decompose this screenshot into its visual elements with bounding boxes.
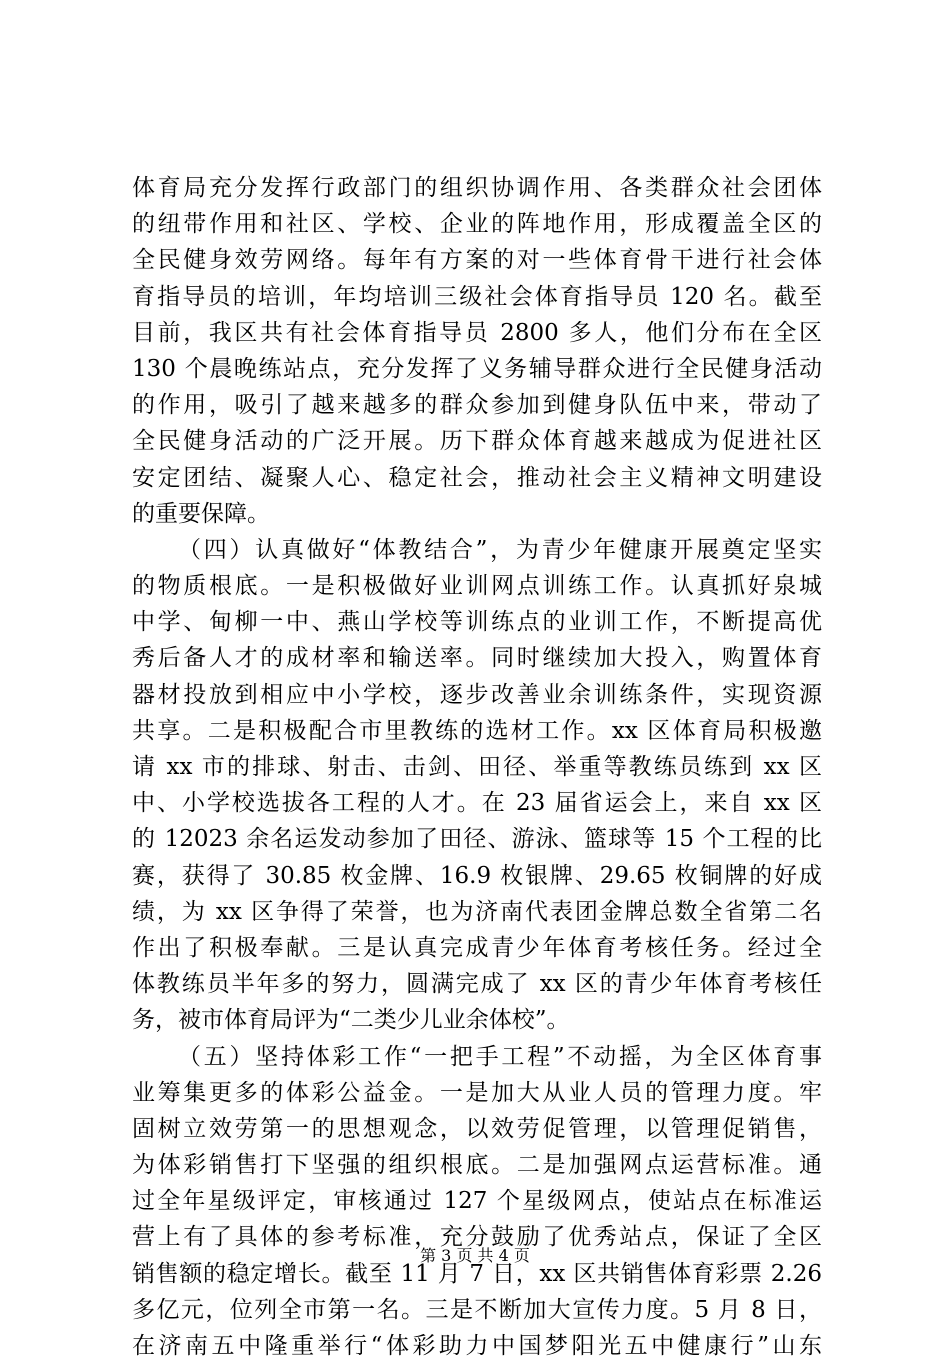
- text-line: 全民健身效劳网络。每年有方案的对一些体育骨干进行社会体: [132, 247, 822, 274]
- section-heading-line: （五）坚持体彩工作“一把手工程”不动摇，为全区体育事: [178, 1043, 822, 1070]
- text-line: 的重要保障。: [132, 500, 270, 527]
- text-line: 的物质根底。一是积极做好业训网点训练工作。认真抓好泉城: [132, 573, 822, 600]
- document-body: [132, 170, 822, 1364]
- text-line: 全民健身活动的广泛开展。历下群众体育越来越成为促进社区: [132, 428, 822, 455]
- text-line: 体育局充分发挥行政部门的组织协调作用、各类群众社会团体: [132, 175, 822, 201]
- text-line: 业筹集更多的体彩公益金。一是加大从业人员的管理力度。牢: [132, 1079, 822, 1106]
- text-line: 赛，获得了 30.85 枚金牌、16.9 枚银牌、29.65 枚铜牌的好成: [132, 862, 822, 889]
- text-line: 请 xx 市的排球、射击、击剑、田径、举重等教练员练到 xx 区: [132, 754, 822, 780]
- text-line: 秀后备人才的成材率和输送率。同时继续加大投入，购置体育: [132, 645, 822, 672]
- text-line: 过全年星级评定，审核通过 127 个星级网点，使站点在标准运: [132, 1188, 822, 1215]
- text-line: 目前，我区共有社会体育指导员 2800 多人，他们分布在全区: [132, 319, 822, 346]
- text-line: 体教练员半年多的努力，圆满完成了 xx 区的青少年体育考核任: [132, 971, 822, 998]
- text-line: 作出了积极奉献。三是认真完成青少年体育考核任务。经过全: [132, 934, 822, 961]
- text-line: 在济南五中隆重举行“体彩助力中国梦阳光五中健康行”山东: [132, 1333, 822, 1359]
- page-footer: [0, 1244, 950, 1268]
- text-line: 130 个晨晚练站点，充分发挥了义务辅导群众进行全民健身活动: [132, 355, 822, 382]
- text-line: 务，被市体育局评为“二类少儿业余体校”。: [132, 1007, 570, 1034]
- text-line: 销售额的稳定增长。截至 11 月 7 日，xx 区共销售体育彩票 2.26: [132, 1260, 822, 1287]
- text-line: 安定团结、凝聚人心、稳定社会，推动社会主义精神文明建设: [132, 464, 822, 491]
- text-line: 共享。二是积极配合市里教练的选材工作。xx 区体育局积极邀: [132, 717, 822, 744]
- text-line: 营上有了具体的参考标准，充分鼓励了优秀站点，保证了全区: [132, 1224, 822, 1251]
- text-line: 的纽带作用和社区、学校、企业的阵地作用，形成覆盖全区的: [132, 211, 822, 238]
- text-line: 为体彩销售打下坚强的组织根底。二是加强网点运营标准。通: [132, 1152, 822, 1179]
- text-line: 器材投放到相应中小学校，逐步改善业余训练条件，实现资源: [132, 681, 822, 708]
- section-heading-line: （四）认真做好“体教结合”，为青少年健康开展奠定坚实: [178, 536, 822, 563]
- text-line: 育指导员的培训，年均培训三级社会体育指导员 120 名。截至: [132, 283, 822, 310]
- page-number-label: 第 3 页 共 4 页: [420, 1246, 530, 1265]
- text-line: 多亿元，位列全市第一名。三是不断加大宣传力度。5 月 8 日，: [132, 1296, 822, 1323]
- text-line: 中学、甸柳一中、燕山学校等训练点的业训工作，不断提高优: [132, 609, 822, 636]
- text-line: 绩，为 xx 区争得了荣誉，也为济南代表团金牌总数全省第二名: [132, 898, 822, 925]
- text-line: 的 12023 余名运发动参加了田径、游泳、篮球等 15 个工程的比: [132, 826, 822, 853]
- text-line: 的作用，吸引了越来越多的群众参加到健身队伍中来，带动了: [132, 392, 822, 419]
- text-line: 固树立效劳第一的思想观念，以效劳促管理，以管理促销售，: [132, 1115, 822, 1142]
- text-line: 中、小学校选拔各工程的人才。在 23 届省运会上，来自 xx 区: [132, 790, 822, 817]
